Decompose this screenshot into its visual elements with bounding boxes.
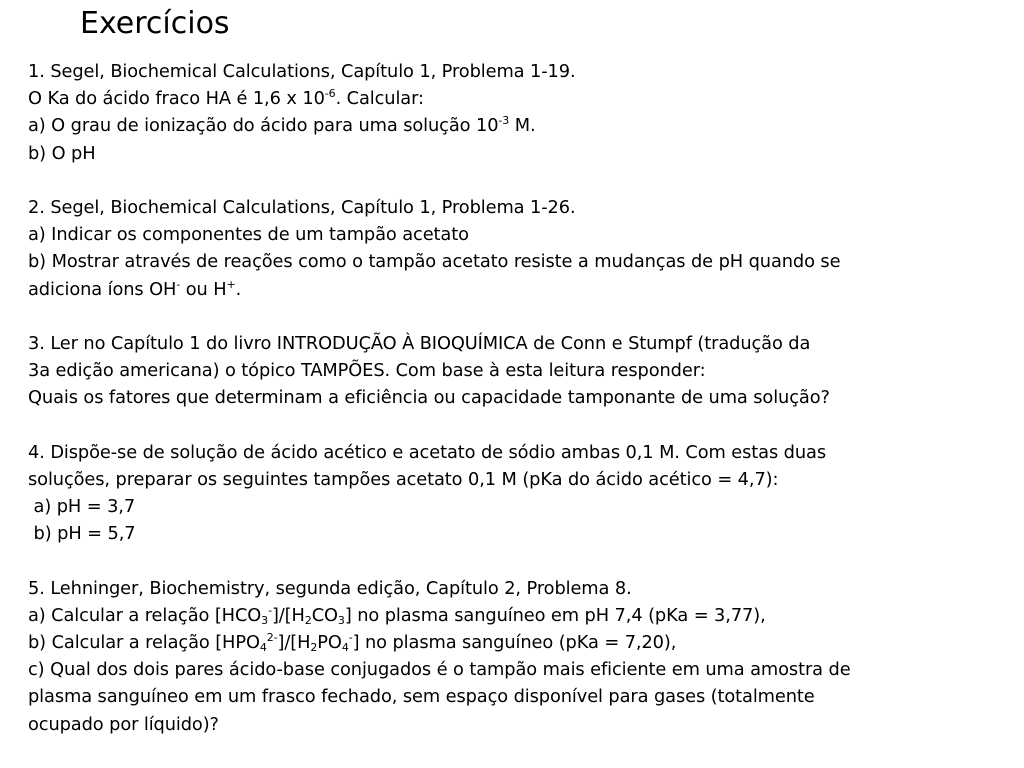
text-run: ]/[H <box>271 604 305 626</box>
text-run: a) O grau de ionização do ácido para uma solução 10 <box>28 115 499 137</box>
text-run: a) Calcular a relação [HCO <box>28 604 262 626</box>
text-run: adiciona íons OH <box>28 278 177 300</box>
subscript: 4 <box>341 640 349 654</box>
exercise-2-item-a: a) Indicar os componentes de um tampão acetato <box>28 224 469 246</box>
exercise-3-text: 3a edição americana) o tópico TAMPÕES. Com base à esta leitura responder: <box>28 360 706 382</box>
text-run: b) Calcular a relação [HPO <box>28 631 260 653</box>
text-run: ou H <box>180 278 227 300</box>
charge: 2- <box>266 630 278 644</box>
spacer <box>28 167 1018 194</box>
exercise-4-item-b: b) pH = 5,7 <box>28 523 136 545</box>
subscript: 2 <box>310 640 318 654</box>
exercise-5-item-c-cont: plasma sanguíneo em um frasco fechado, sem espaço disponível para gases (totalmente <box>28 686 815 708</box>
text-run: CO <box>311 604 338 626</box>
exercise-3-heading: 3. Ler no Capítulo 1 do livro INTRODUÇÃO À BIOQUÍMICA de Conn e Stumpf (tradução da <box>28 332 811 354</box>
exercise-5-heading: 5. Lehninger, Biochemistry, segunda edição, Capítulo 2, Problema 8. <box>28 577 632 599</box>
text-run: PO <box>317 631 342 653</box>
exercise-2-item-b: b) Mostrar através de reações como o tampão acetato resiste a mudanças de pH quando se <box>28 251 841 273</box>
text-run: . <box>235 278 242 300</box>
exercise-4-text: soluções, preparar os seguintes tampões acetato 0,1 M (pKa do ácido acético = 4,7): <box>28 468 779 490</box>
exponent: -3 <box>498 114 510 128</box>
text-run: ] no plasma sanguíneo (pKa = 7,20), <box>352 631 677 653</box>
exercise-1-heading: 1. Segel, Biochemical Calculations, Capítulo 1, Problema 1-19. <box>28 61 576 82</box>
text-run: . Calcular: <box>335 88 424 110</box>
exercise-4-heading: 4. Dispõe-se de solução de ácido acético e acetato de sódio ambas 0,1 M. Com estas duas <box>28 441 826 463</box>
exercise-list <box>28 58 1018 738</box>
exercise-5-item-c: c) Qual dos dois pares ácido-base conjugados é o tampão mais eficiente em uma amostra de <box>28 659 851 681</box>
spacer <box>28 303 1018 330</box>
exercise-5-item-c-end: ocupado por líquido)? <box>28 713 219 735</box>
spacer <box>28 547 1018 574</box>
charge: + <box>226 277 236 291</box>
subscript: 4 <box>259 640 267 654</box>
text-run: ] no plasma sanguíneo em pH 7,4 (pKa = 3,77), <box>344 604 766 626</box>
charge: - <box>348 630 353 644</box>
exercise-3-question: Quais os fatores que determinam a eficiência ou capacidade tamponante de uma solução? <box>28 387 830 409</box>
exercise-1-item-b: b) O pH <box>28 142 96 164</box>
exercise-1-item-a <box>28 112 1018 139</box>
subscript: 3 <box>261 613 269 627</box>
exercise-4-item-a: a) pH = 3,7 <box>28 496 136 517</box>
text-run: O Ka do ácido fraco HA é 1,6 x 10 <box>28 88 325 110</box>
exercise-5-item-a <box>28 602 1018 629</box>
exponent: -6 <box>324 87 336 101</box>
exercise-2-heading: 2. Segel, Biochemical Calculations, Capítulo 1, Problema 1-26. <box>28 196 576 218</box>
subscript: 2 <box>304 613 312 627</box>
text-run: M. <box>509 115 536 137</box>
charge: - <box>176 277 181 291</box>
charge: - <box>268 603 272 617</box>
exercise-5-item-b <box>28 629 1018 656</box>
slide-title: Exercícios <box>80 6 230 41</box>
subscript: 3 <box>337 613 345 627</box>
exercise-2-item-b-cont <box>28 276 1018 303</box>
spacer <box>28 411 1018 438</box>
exercise-1-statement <box>28 85 1018 112</box>
text-run: ]/[H <box>277 631 311 653</box>
